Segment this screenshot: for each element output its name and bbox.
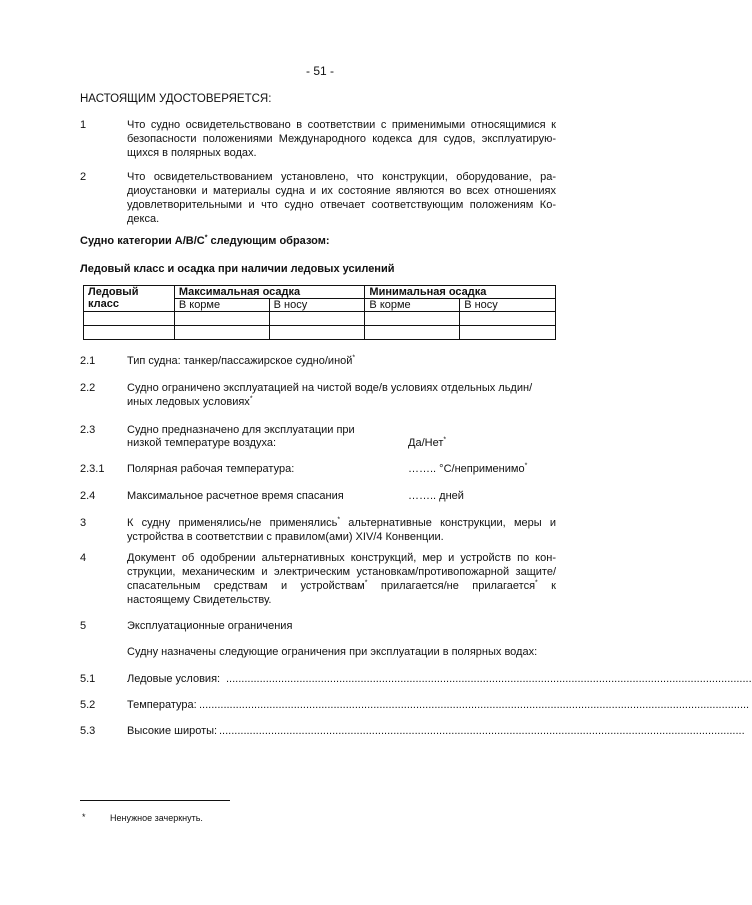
rescue-time-answer: …….. дней <box>408 490 464 502</box>
section-2-3-number: 2.3 <box>80 424 96 436</box>
max-draft-bow-header: В носу <box>269 299 365 312</box>
polar-temperature-answer <box>408 462 527 476</box>
section-4-number: 4 <box>80 552 87 564</box>
ship-category-line <box>80 234 330 248</box>
high-latitude-fill-line: ............................................................................................................................................................................ <box>219 725 745 737</box>
section-5-number: 5 <box>80 620 87 632</box>
section-4-text <box>127 551 556 607</box>
max-draft-stern-header: В корме <box>174 299 269 312</box>
section-3-text-a: К судну применялись/не применялись <box>127 517 338 529</box>
footnote-separator <box>80 800 230 801</box>
table-cell <box>84 312 175 326</box>
ship-category-tail: следующим образом: <box>207 235 330 247</box>
table-cell <box>460 312 556 326</box>
temperature-label: Температура: <box>127 699 197 711</box>
section-3-number: 3 <box>80 517 87 529</box>
section-2-2-line1: Судно ограничено эксплуатацией на чистой воде/в условиях отдельных льдин/ <box>127 382 533 394</box>
table-cell <box>174 312 269 326</box>
ice-conditions-fill-line: ............................................................................................................................................................................ <box>226 673 752 685</box>
table-header-row <box>84 286 556 299</box>
footnote-marker: * <box>443 436 447 444</box>
min-draft-stern-header: В корме <box>365 299 460 312</box>
section-2-3-line2: низкой температуре воздуха: <box>127 437 276 449</box>
page-number: - 51 - <box>305 64 334 78</box>
high-latitude-label: Высокие широты: <box>127 725 218 737</box>
table-row <box>84 312 556 326</box>
item-1-text: Что судно освидетельствовано в соответствии с применимыми относящимися к безопасности положениями Международного кодекса для судов, эксплуатирующихся в полярных водах. <box>127 119 556 159</box>
section-2-2-line2 <box>127 395 253 409</box>
section-5-intro: Судну назначены следующие ограничения при эксплуатации в полярных водах: <box>127 646 538 658</box>
section-2-1-number: 2.1 <box>80 355 96 367</box>
section-3-text <box>127 516 556 544</box>
table-cell <box>174 326 269 340</box>
temperature-fill-line: .................................................................................................................................................................................... <box>199 699 750 711</box>
ice-class-heading: Ледовый класс и осадка при наличии ледовых усилений <box>80 263 395 275</box>
footnote-marker: * <box>364 579 368 587</box>
table-cell <box>269 312 365 326</box>
section-5-2-number: 5.2 <box>80 699 96 711</box>
section-2-3-1-number: 2.3.1 <box>80 463 105 475</box>
footnote-text: Ненужное зачеркнуть. <box>110 813 203 823</box>
min-draft-header: Минимальная осадка <box>365 286 556 299</box>
section-5-3-number: 5.3 <box>80 725 96 737</box>
ship-type-text: Тип судна: танкер/пассажирское судно/иной <box>127 355 353 367</box>
section-2-3-answer <box>408 436 446 450</box>
section-3-text-b: альтернативные конструкции, меры и устройства в соответствии с правилом(ами) XIV/4 Конвенции. <box>127 517 556 543</box>
table-cell <box>269 326 365 340</box>
section-4-text-b: прилагается/не прилагается <box>367 580 536 592</box>
ice-conditions-text: иных ледовых условиях <box>127 396 250 408</box>
max-draft-header: Максимальная осадка <box>174 286 365 299</box>
ice-conditions-label: Ледовые условия: <box>127 673 221 685</box>
item-2-text: Что освидетельствованием установлено, что конструкции, оборудование, радиоустановки и материалы судна и их состояние являются во всех отношениях удовлетворительными и что судно отвечает соответствующим положениям Кодекса. <box>127 171 556 225</box>
min-draft-bow-header: В носу <box>460 299 556 312</box>
table-cell <box>460 326 556 340</box>
section-4-text-a: Документ об одобрении альтернативных конструкций, мер и устройств по конструкции, механическим и электрическим установкам/противопожарной защите/спасательным средствам и устройствам <box>127 552 556 592</box>
footnote-marker: * <box>204 234 208 242</box>
footnote-mark: * <box>82 812 86 822</box>
footnote-marker: * <box>337 516 341 524</box>
section-4-text-c: к настоящему Свидетельству. <box>127 580 556 606</box>
footnote-marker: * <box>352 354 356 362</box>
yes-no-text: Да/Нет <box>408 437 444 449</box>
item-1-number: 1 <box>80 119 87 131</box>
ship-category-text: Судно категории A/B/C <box>80 235 205 247</box>
table-cell <box>84 326 175 340</box>
table-cell <box>365 312 460 326</box>
item-2-number: 2 <box>80 171 87 183</box>
section-2-4-number: 2.4 <box>80 490 96 502</box>
footnote-marker: * <box>535 579 538 587</box>
ice-class-col-header: Ледовый класс <box>84 286 175 312</box>
section-2-1-text <box>127 354 355 368</box>
section-2-2-number: 2.2 <box>80 382 96 394</box>
footnote-marker: * <box>249 395 253 403</box>
temperature-value-text: …….. °C/неприменимо <box>408 463 525 475</box>
section-5-1-number: 5.1 <box>80 673 96 685</box>
section-5-title: Эксплуатационные ограничения <box>127 620 293 632</box>
ice-class-draft-table <box>83 285 556 340</box>
footnote-marker: * <box>524 462 528 470</box>
table-row <box>84 326 556 340</box>
certification-header: НАСТОЯЩИМ УДОСТОВЕРЯЕТСЯ: <box>80 93 272 105</box>
polar-temperature-label: Полярная рабочая температура: <box>127 463 295 475</box>
section-2-3-line1: Судно предназначено для эксплуатации при <box>127 424 355 436</box>
rescue-time-label: Максимальное расчетное время спасания <box>127 490 344 502</box>
table-cell <box>365 326 460 340</box>
